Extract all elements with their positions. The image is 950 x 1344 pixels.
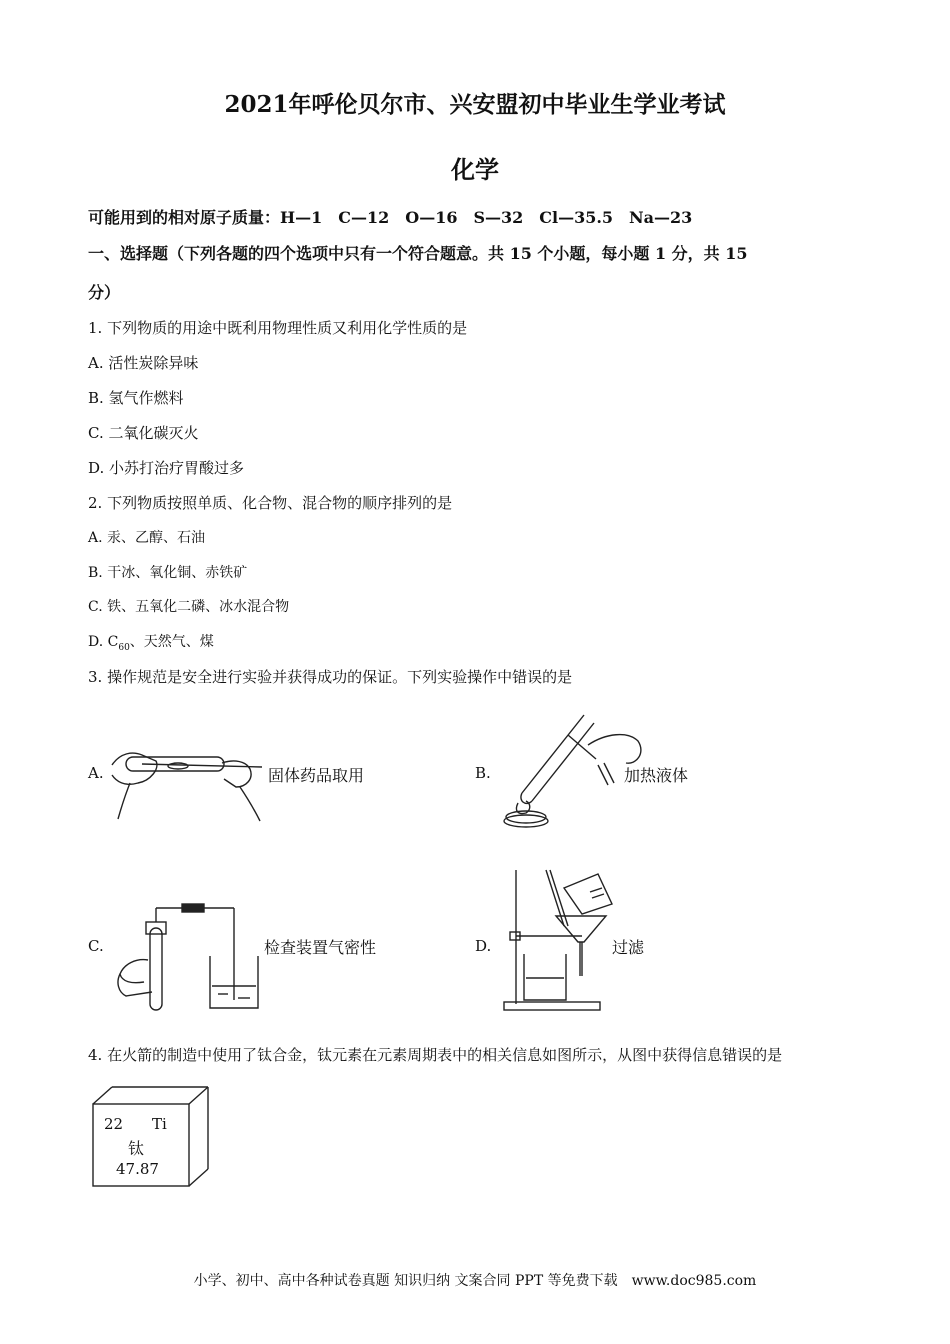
section-heading-line1: 一、选择题（下列各题的四个选项中只有一个符合题意。共 15 个小题，每小题 1 分，共 15 — [88, 244, 748, 263]
q2-option-d-rest: 、天然气、煤 — [129, 634, 214, 650]
q3-option-b-caption: 加热液体 — [624, 766, 689, 785]
q2-stem: 2. 下列物质按照单质、化合物、混合物的顺序排列的是 — [88, 494, 453, 512]
q3-option-c-caption: 检查装置气密性 — [264, 938, 377, 957]
page-footer: 小学、初中、高中各种试卷真题 知识归纳 文案合同 PPT 等免费下载 www.doc985.com — [193, 1273, 757, 1289]
subject-title: 化学 — [451, 155, 499, 184]
solid-sampling-figure — [112, 735, 262, 825]
q3-option-b-letter: B. — [475, 764, 491, 782]
element-name: 钛 — [128, 1139, 145, 1158]
q3-option-a-caption: 固体药品取用 — [268, 766, 365, 785]
q2-option-a: A. 汞、乙醇、石油 — [88, 530, 206, 546]
exam-title: 2021年呼伦贝尔市、兴安盟初中毕业生学业考试 — [224, 91, 726, 118]
element-symbol: Ti — [152, 1115, 167, 1133]
q2-option-b: B. 干冰、氧化铜、赤铁矿 — [88, 565, 248, 581]
q3-stem: 3. 操作规范是安全进行实验并获得成功的保证。下列实验操作中错误的是 — [88, 668, 573, 686]
q2-option-d-prefix: D. C — [88, 634, 119, 650]
q4-stem: 4. 在火箭的制造中使用了钛合金，钛元素在元素周期表中的相关信息如图所示，从图中获得信息错误的是 — [88, 1046, 783, 1064]
q1-stem: 1. 下列物质的用途中既利用物理性质又利用化学性质的是 — [88, 319, 468, 337]
q2-option-c: C. 铁、五氧化二磷、冰水混合物 — [88, 599, 290, 615]
section-heading-line2: 分） — [88, 283, 121, 302]
q1-option-d: D. 小苏打治疗胃酸过多 — [88, 459, 245, 477]
atomic-masses: 可能用到的相对原子质量：H—1 C—12 O—16 S—32 Cl—35.5 Na—23 — [88, 208, 693, 227]
q3-option-a-letter: A. — [88, 764, 104, 782]
airtightness-check-figure — [112, 902, 262, 1017]
element-mass: 47.87 — [116, 1160, 159, 1178]
q3-option-c-letter: C. — [88, 937, 104, 955]
q2-option-d — [88, 631, 214, 653]
element-number: 22 — [104, 1115, 124, 1133]
q3-option-d-letter: D. — [475, 937, 492, 955]
q1-option-c: C. 二氧化碳灭火 — [88, 424, 199, 442]
q1-option-a: A. 活性炭除异味 — [88, 354, 199, 372]
q1-option-b: B. 氢气作燃料 — [88, 389, 184, 407]
element-card — [92, 1086, 214, 1188]
q3-option-d-caption: 过滤 — [612, 938, 645, 957]
q2-option-d-subscript: 60 — [118, 642, 130, 653]
